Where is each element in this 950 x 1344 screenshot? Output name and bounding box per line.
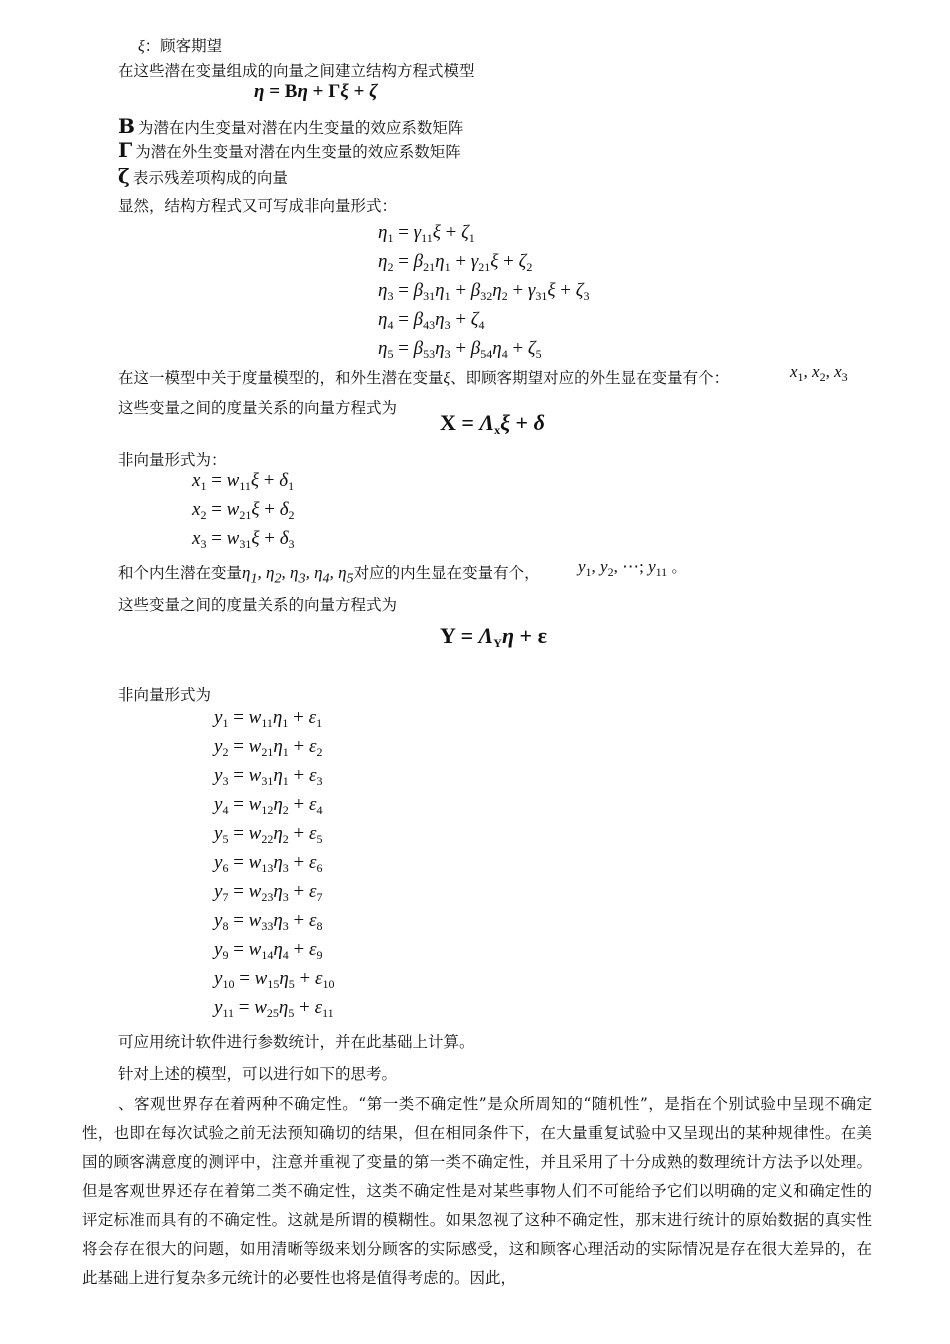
B-description: B 为潜在内生变量对潜在内生变量的效应系数矩阵 xyxy=(118,114,464,138)
measurement-equation-x: $X = \Lambda_x\xi + \delta$ xyxy=(440,410,545,437)
xi-inline: ξ xyxy=(443,370,451,387)
eq-y3: $y_3 = w_{31}\eta_1 + \varepsilon_3$ xyxy=(214,765,323,788)
measurement-equation-y: $Y = \Lambda_Y\eta + \varepsilon$ xyxy=(440,623,547,650)
eq-eta3: $\eta_3 = \beta_{31}\eta_1 + \beta_{32}\eta_2 + \gamma_{31}\xi + \zeta_3$ xyxy=(378,280,590,303)
eq-y9: $y_9 = w_{14}\eta_4 + \varepsilon_9$ xyxy=(214,939,323,962)
eq-x3: $x_3 = w_{31}\xi + \delta_3$ xyxy=(192,528,295,551)
eq-y4: $y_4 = w_{12}\eta_2 + \varepsilon_4$ xyxy=(214,794,323,817)
relation-text-1: 这些变量之间的度量关系的向量方程式为 xyxy=(118,399,398,417)
think-text: 针对上述的模型，可以进行如下的思考。 xyxy=(118,1065,398,1083)
eq-y8: $y_8 = w_{33}\eta_3 + \varepsilon_8$ xyxy=(214,910,323,933)
eq-y7: $y_7 = w_{23}\eta_3 + \varepsilon_7$ xyxy=(214,881,323,904)
nonvector-intro-3: 非向量形式为 xyxy=(118,686,212,704)
eq-eta1: $\eta_1 = \gamma_{11}\xi + \zeta_1$ xyxy=(378,222,475,245)
eq-y1: $y_1 = w_{11}\eta_1 + \varepsilon_1$ xyxy=(214,707,323,730)
measurement-intro-1: 在这一模型中关于度量模型的，和外生潜在变量ξ、即顾客期望对应的外生显在变量有个： xyxy=(118,369,730,387)
eq-eta5: $\eta_5 = \beta_{53}\eta_3 + \beta_{54}\eta_4 + \zeta_5$ xyxy=(378,338,542,361)
body-paragraph: 、客观世界存在着两种不确定性。“第一类不确定性”是众所周知的“随机性”，是指在个别试验中呈现不确定性，也即在每次试验之前无法预知确切的结果，但在相同条件下，在大量重复试验中又呈现出的某种规律性。在美国的顾客满意度的测评中，注意并重视了变量的第一类不确定性，并且采用了十分成熟的数理统计方法予以处理。但是客观世界还存在着第二类不确定性，这类不确定性是对某些事物人们不可能给予它们以明确的定义和确定性的评定标准而具有的不确定性。这就是所谓的模糊性。如果忽视了这种不确定性，那末进行统计的原始数据的真实性将会存在很大的问题，如用清晰等级来划分顾客的实际感受，这和顾客心理活动的实际情况是存在很大差异的，在此基础上进行复杂多元统计的必要性也将是值得考虑的。因此， xyxy=(82,1095,872,1287)
eq-y11: $y_{11} = w_{25}\eta_5 + \varepsilon_{11}$ xyxy=(214,997,334,1020)
xi-definition: ξ：顾客期望 xyxy=(138,37,223,55)
eq-eta4: $\eta_4 = \beta_{43}\eta_3 + \zeta_4$ xyxy=(378,309,485,332)
y-variables: $y_1$, $y_2$, ⋯; $y_{11}$ 。 xyxy=(578,557,687,579)
intro-text: 在这些潜在变量组成的向量之间建立结构方程式模型 xyxy=(118,62,475,80)
relation-text-2: 这些变量之间的度量关系的向量方程式为 xyxy=(118,596,398,614)
structural-equation: η = Bη + Γξ + ζ xyxy=(254,81,378,102)
eq-x1: $x_1 = w_{11}\xi + \delta_1$ xyxy=(192,470,295,493)
Gamma-symbol: Γ xyxy=(118,138,133,162)
stats-text: 可应用统计软件进行参数统计，并在此基础上计算。 xyxy=(118,1033,475,1051)
xi-symbol: ξ xyxy=(138,38,145,55)
eq-y2: $y_2 = w_{21}\eta_1 + \varepsilon_2$ xyxy=(214,736,323,759)
eq-y10: $y_{10} = w_{15}\eta_5 + \varepsilon_{10}$ xyxy=(214,968,335,991)
eq-y6: $y_6 = w_{13}\eta_3 + \varepsilon_6$ xyxy=(214,852,323,875)
eta-list: $\eta_1$, $\eta_2$, $\eta_3$, $\eta_4$, $\eta_5$ xyxy=(242,563,354,587)
zeta-description: ζ 表示残差项构成的向量 xyxy=(118,164,288,188)
eq-eta2: $\eta_2 = \beta_{21}\eta_1 + \gamma_{21}\xi + \zeta_2$ xyxy=(378,251,533,274)
x-variables: $x_1$, $x_2$, $x_3$ xyxy=(790,362,848,384)
eq-x2: $x_2 = w_{21}\xi + \delta_2$ xyxy=(192,499,295,522)
eq-y5: $y_5 = w_{22}\eta_2 + \varepsilon_5$ xyxy=(214,823,323,846)
nonvector-intro-1: 显然，结构方程式又可写成非向量形式： xyxy=(118,197,398,215)
zeta-symbol: ζ xyxy=(118,164,130,188)
B-symbol: B xyxy=(118,114,135,138)
nonvector-intro-2: 非向量形式为： xyxy=(118,451,227,469)
Gamma-description: Γ 为潜在外生变量对潜在内生变量的效应系数矩阵 xyxy=(118,138,461,162)
inner-variable-text: 和个内生潜在变量$\eta_1$, $\eta_2$, $\eta_3$, $\eta_4$, $\eta_5$对应的内生显在变量有个， xyxy=(118,563,540,587)
